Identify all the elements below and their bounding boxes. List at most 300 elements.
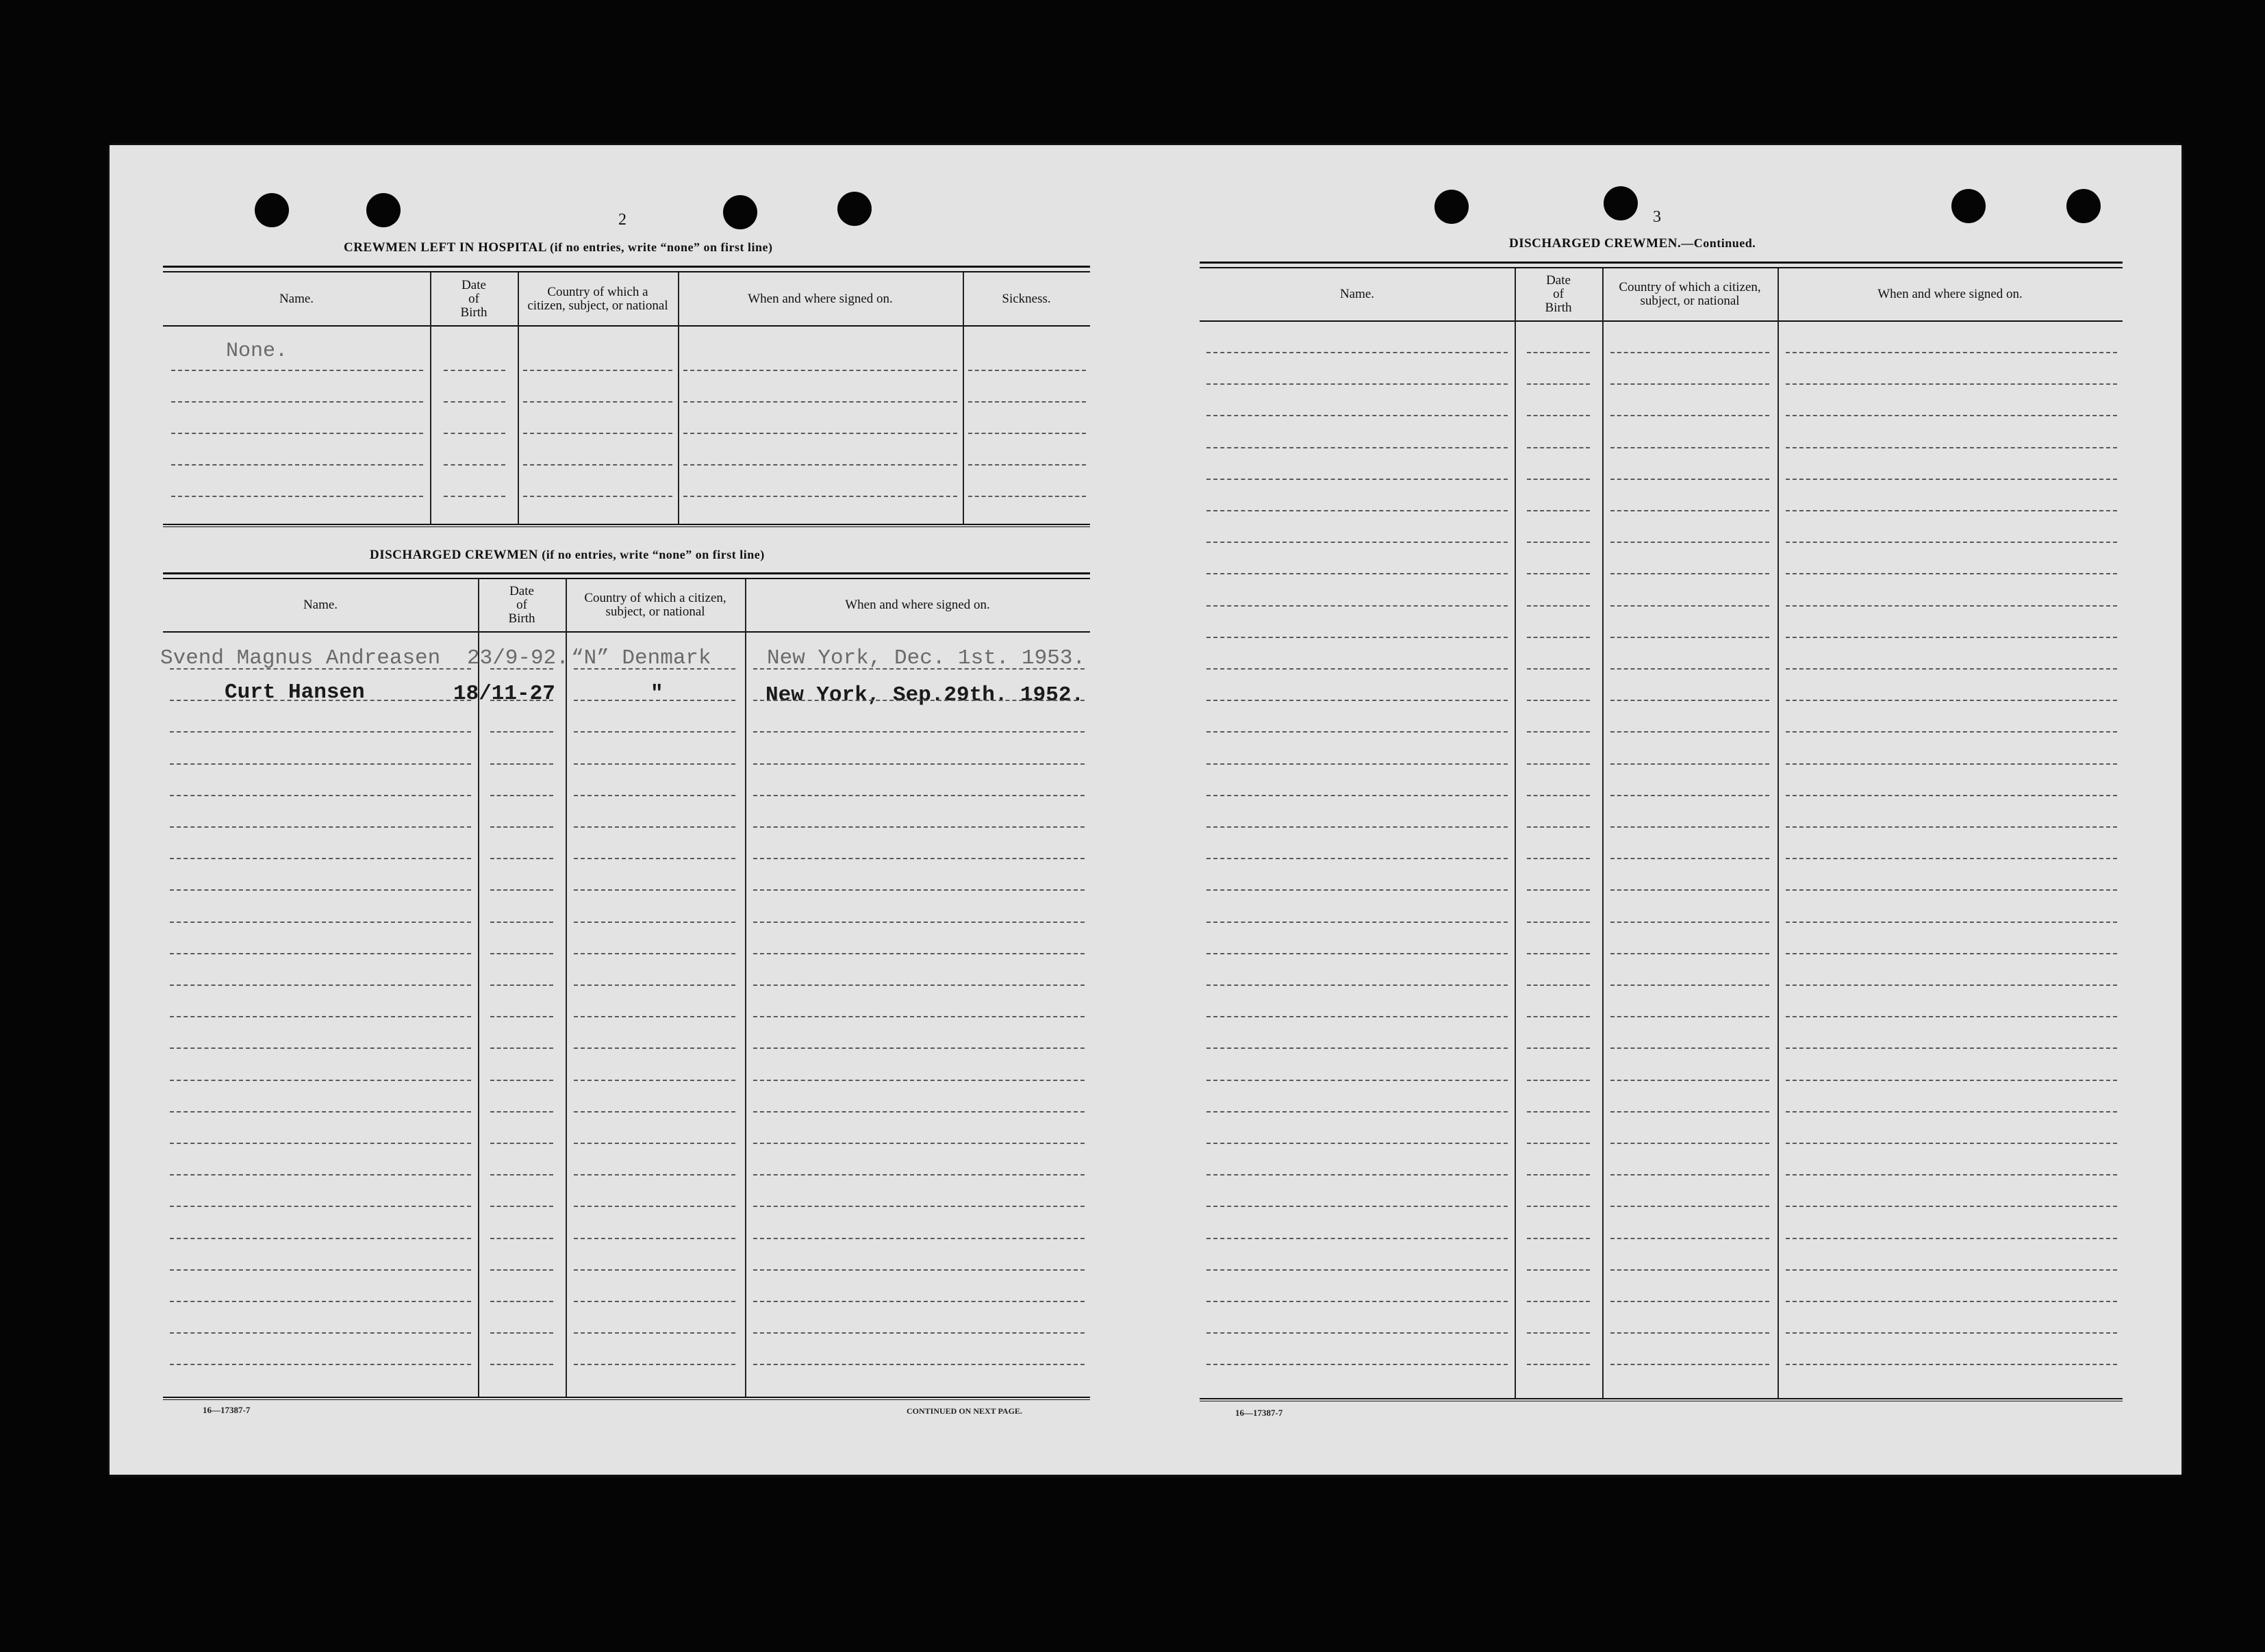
dotted-line — [1786, 731, 2117, 733]
dotted-line — [1206, 1332, 1508, 1334]
dotted-line — [1527, 1238, 1590, 1239]
dotted-line — [753, 826, 1085, 828]
dotted-line — [1610, 1269, 1769, 1271]
dotted-line — [574, 1238, 735, 1239]
hospital-dotted-line — [523, 496, 672, 497]
dotted-line — [1527, 637, 1590, 638]
dotted-line — [1527, 858, 1590, 859]
dotted-line — [1610, 1111, 1769, 1113]
dotted-line — [574, 922, 735, 923]
dotted-line — [574, 1332, 735, 1334]
hospital-dotted-line — [171, 496, 423, 497]
hospital-dotted-line — [968, 370, 1086, 371]
dotted-line — [170, 1301, 471, 1302]
dotted-line — [1206, 1364, 1508, 1365]
dotted-line — [1610, 1332, 1769, 1334]
dotted-line — [753, 889, 1085, 891]
dotted-line — [1786, 795, 2117, 796]
dotted-line — [574, 1143, 735, 1144]
dotted-line — [1786, 700, 2117, 701]
dotted-line — [1786, 415, 2117, 416]
dotted-line — [490, 953, 553, 954]
dotted-line — [574, 826, 735, 828]
dotted-line — [753, 668, 1085, 670]
dotted-line — [1206, 447, 1508, 448]
header-country: Country of which a citizen, subject, or national — [527, 284, 668, 313]
hospital-dotted-line — [171, 401, 423, 403]
dotted-line — [1206, 795, 1508, 796]
table-bottom-rule — [163, 1397, 1090, 1398]
dotted-line — [753, 1364, 1085, 1365]
continued-title-note: —Continued. — [1681, 236, 1756, 250]
dotted-line — [1786, 383, 2117, 385]
dotted-line — [1206, 637, 1508, 638]
dotted-line — [753, 1206, 1085, 1207]
hospital-dotted-line — [171, 433, 423, 434]
hospital-dotted-line — [683, 496, 957, 497]
dotted-line — [1206, 984, 1508, 986]
dotted-line — [574, 700, 735, 701]
hospital-dotted-line — [683, 401, 957, 403]
dotted-line — [753, 1080, 1085, 1081]
dotted-line — [1786, 922, 2117, 923]
header-date-of-birth: Date of Birth — [1545, 273, 1572, 315]
dotted-line — [574, 1206, 735, 1207]
punch-hole — [2066, 189, 2101, 223]
hospital-entry-none: None. — [226, 340, 288, 363]
punch-hole — [1604, 186, 1638, 220]
dotted-line — [1527, 1364, 1590, 1365]
table-bottom-rule — [1200, 1398, 2123, 1399]
header-bottom-rule — [163, 631, 1090, 633]
hospital-dotted-line — [444, 464, 505, 466]
dotted-line — [1527, 352, 1590, 353]
dotted-line — [574, 1047, 735, 1049]
dotted-line — [1206, 383, 1508, 385]
dotted-line — [1527, 1047, 1590, 1049]
dotted-line — [1786, 668, 2117, 670]
dotted-line — [1786, 637, 2117, 638]
dotted-line — [490, 763, 553, 765]
dotted-line — [1206, 731, 1508, 733]
dotted-line — [1786, 984, 2117, 986]
dotted-line — [170, 889, 471, 891]
dotted-line — [490, 1111, 553, 1113]
dotted-line — [1610, 573, 1769, 574]
dotted-line — [753, 953, 1085, 954]
dotted-line — [1527, 510, 1590, 511]
crew-name-cell: Curt Hansen — [225, 681, 365, 704]
dotted-line — [753, 1143, 1085, 1144]
dotted-line — [1786, 1047, 2117, 1049]
dotted-line — [753, 858, 1085, 859]
hospital-dotted-line — [968, 401, 1086, 403]
continued-section-title — [1509, 236, 1756, 251]
dotted-line — [1206, 1238, 1508, 1239]
dotted-line — [1527, 542, 1590, 543]
hospital-dotted-line — [683, 464, 957, 466]
dotted-line — [1610, 1364, 1769, 1365]
dotted-line — [1610, 1047, 1769, 1049]
continued-title-main: DISCHARGED CREWMEN. — [1509, 236, 1682, 251]
hospital-dotted-line — [523, 433, 672, 434]
dotted-line — [1610, 700, 1769, 701]
dotted-line — [1786, 573, 2117, 574]
dotted-line — [1206, 1301, 1508, 1302]
crew-dob-cell: 23/9-92. — [467, 646, 569, 670]
dotted-line — [1786, 1301, 2117, 1302]
punch-hole — [723, 195, 757, 229]
hospital-dotted-line — [444, 401, 505, 403]
dotted-line — [1527, 889, 1590, 891]
dotted-line — [574, 731, 735, 733]
dotted-line — [490, 1301, 553, 1302]
column-divider — [1602, 268, 1604, 1398]
header-name: Name. — [279, 291, 314, 306]
dotted-line — [1786, 858, 2117, 859]
hospital-dotted-line — [968, 433, 1086, 434]
dotted-line — [1206, 415, 1508, 416]
dotted-line — [1206, 1174, 1508, 1176]
hospital-dotted-line — [444, 496, 505, 497]
header-signed-on: When and where signed on. — [1877, 287, 2023, 301]
dotted-line — [170, 984, 471, 986]
dotted-line — [1786, 1269, 2117, 1271]
dotted-line — [574, 1016, 735, 1017]
dotted-line — [1206, 1269, 1508, 1271]
dotted-line — [1610, 826, 1769, 828]
dotted-line — [574, 858, 735, 859]
dotted-line — [1527, 700, 1590, 701]
table-top-rule — [163, 266, 1090, 268]
document-sheet — [110, 145, 2181, 1475]
dotted-line — [1610, 1206, 1769, 1207]
header-bottom-rule — [163, 325, 1090, 327]
dotted-line — [170, 1111, 471, 1113]
dotted-line — [753, 1301, 1085, 1302]
hospital-dotted-line — [523, 401, 672, 403]
hospital-dotted-line — [444, 370, 505, 371]
dotted-line — [1527, 668, 1590, 670]
header-date-of-birth: Date of Birth — [508, 584, 535, 626]
hospital-dotted-line — [683, 370, 957, 371]
dotted-line — [1610, 1143, 1769, 1144]
dotted-line — [170, 1174, 471, 1176]
dotted-line — [1206, 668, 1508, 670]
dotted-line — [1206, 700, 1508, 701]
dotted-line — [1206, 1047, 1508, 1049]
crew-signed-cell: New York, Sep.29th. 1952. — [765, 683, 1085, 707]
dotted-line — [490, 795, 553, 796]
continued-note: CONTINUED ON NEXT PAGE. — [907, 1406, 1022, 1416]
dotted-line — [490, 1332, 553, 1334]
dotted-line — [1786, 542, 2117, 543]
dotted-line — [170, 731, 471, 733]
dotted-line — [574, 1301, 735, 1302]
dotted-line — [1527, 415, 1590, 416]
dotted-line — [1610, 731, 1769, 733]
dotted-line — [753, 1269, 1085, 1271]
dotted-line — [1527, 1080, 1590, 1081]
dotted-line — [1206, 858, 1508, 859]
dotted-line — [490, 1080, 553, 1081]
dotted-line — [1206, 573, 1508, 574]
dotted-line — [753, 1016, 1085, 1017]
dotted-line — [1206, 953, 1508, 954]
dotted-line — [1786, 1174, 2117, 1176]
table-top-rule — [1200, 262, 2123, 264]
form-number-left: 16—17387-7 — [203, 1405, 251, 1415]
hospital-section-title — [344, 240, 773, 255]
dotted-line — [170, 668, 471, 670]
dotted-line — [1610, 922, 1769, 923]
discharged-title-note: (if no entries, write “none” on first line) — [542, 548, 765, 561]
hospital-dotted-line — [171, 370, 423, 371]
dotted-line — [170, 858, 471, 859]
dotted-line — [1610, 795, 1769, 796]
dotted-line — [1527, 1206, 1590, 1207]
hospital-dotted-line — [444, 433, 505, 434]
dotted-line — [490, 1238, 553, 1239]
dotted-line — [490, 1047, 553, 1049]
dotted-line — [1786, 1206, 2117, 1207]
dotted-line — [490, 984, 553, 986]
dotted-line — [1527, 922, 1590, 923]
dotted-line — [1206, 889, 1508, 891]
dotted-line — [170, 1080, 471, 1081]
dotted-line — [1527, 1174, 1590, 1176]
dotted-line — [170, 1269, 471, 1271]
dotted-line — [1610, 447, 1769, 448]
hospital-dotted-line — [523, 464, 672, 466]
dotted-line — [1610, 668, 1769, 670]
page-number-left: 2 — [618, 211, 627, 229]
dotted-line — [753, 1047, 1085, 1049]
dotted-line — [490, 1016, 553, 1017]
dotted-line — [490, 1364, 553, 1365]
dotted-line — [1206, 763, 1508, 765]
dotted-line — [574, 984, 735, 986]
dotted-line — [1527, 1332, 1590, 1334]
dotted-line — [490, 826, 553, 828]
discharged-title-main: DISCHARGED CREWMEN — [370, 548, 538, 562]
dotted-line — [170, 1047, 471, 1049]
dotted-line — [170, 1332, 471, 1334]
header-country: Country of which a citizen, subject, or national — [1619, 280, 1761, 308]
dotted-line — [1206, 479, 1508, 480]
dotted-line — [1527, 984, 1590, 986]
dotted-line — [1527, 731, 1590, 733]
column-divider — [745, 579, 746, 1397]
dotted-line — [574, 795, 735, 796]
dotted-line — [490, 700, 553, 701]
discharged-table — [160, 572, 1090, 1420]
dotted-line — [574, 889, 735, 891]
dotted-line — [753, 1174, 1085, 1176]
dotted-line — [490, 731, 553, 733]
dotted-line — [1610, 542, 1769, 543]
dotted-line — [1527, 1016, 1590, 1017]
dotted-line — [1786, 1238, 2117, 1239]
dotted-line — [490, 1206, 553, 1207]
crew-signed-cell: New York, Dec. 1st. 1953. — [767, 646, 1086, 670]
dotted-line — [170, 953, 471, 954]
dotted-line — [574, 763, 735, 765]
discharged-section-title — [370, 548, 765, 563]
dotted-line — [1786, 1332, 2117, 1334]
dotted-line — [753, 1111, 1085, 1113]
table-bottom-rule — [163, 524, 1090, 525]
header-name: Name. — [1339, 287, 1375, 301]
dotted-line — [1206, 922, 1508, 923]
dotted-line — [1610, 479, 1769, 480]
dotted-line — [170, 763, 471, 765]
dotted-line — [574, 668, 735, 670]
dotted-line — [170, 1238, 471, 1239]
dotted-line — [1206, 1016, 1508, 1017]
dotted-line — [1610, 637, 1769, 638]
page-number-right: 3 — [1653, 208, 1661, 226]
dotted-line — [753, 700, 1085, 701]
dotted-line — [1610, 858, 1769, 859]
dotted-line — [170, 1143, 471, 1144]
dotted-line — [170, 1364, 471, 1365]
dotted-line — [1527, 1143, 1590, 1144]
dotted-line — [1206, 542, 1508, 543]
dotted-line — [1610, 1016, 1769, 1017]
dotted-line — [753, 731, 1085, 733]
table-top-rule — [163, 572, 1090, 574]
dotted-line — [753, 984, 1085, 986]
dotted-line — [1527, 795, 1590, 796]
dotted-line — [753, 795, 1085, 796]
dotted-line — [490, 1269, 553, 1271]
hospital-dotted-line — [968, 496, 1086, 497]
dotted-line — [1610, 889, 1769, 891]
dotted-line — [1527, 1111, 1590, 1113]
dotted-line — [1527, 1301, 1590, 1302]
dotted-line — [574, 953, 735, 954]
dotted-line — [170, 1016, 471, 1017]
crew-name-cell: Svend Magnus Andreasen — [160, 646, 441, 670]
dotted-line — [170, 700, 471, 701]
dotted-line — [1786, 510, 2117, 511]
dotted-line — [1786, 889, 2117, 891]
crew-dob-cell: 18/11-27 — [453, 682, 555, 706]
dotted-line — [1610, 510, 1769, 511]
dotted-line — [574, 1364, 735, 1365]
header-signed-on: When and where signed on. — [845, 598, 990, 612]
header-country: Country of which a citizen, subject, or national — [584, 591, 726, 619]
punch-hole — [255, 193, 289, 227]
dotted-line — [1206, 352, 1508, 353]
dotted-line — [1610, 1080, 1769, 1081]
dotted-line — [490, 889, 553, 891]
dotted-line — [1527, 383, 1590, 385]
dotted-line — [1786, 1143, 2117, 1144]
dotted-line — [1786, 1016, 2117, 1017]
dotted-line — [574, 1111, 735, 1113]
dotted-line — [1527, 605, 1590, 607]
dotted-line — [1786, 1080, 2117, 1081]
dotted-line — [1786, 447, 2117, 448]
dotted-line — [1610, 383, 1769, 385]
dotted-line — [1206, 605, 1508, 607]
dotted-line — [1527, 447, 1590, 448]
dotted-line — [170, 1206, 471, 1207]
dotted-line — [1527, 953, 1590, 954]
column-divider — [566, 579, 567, 1397]
dotted-line — [1206, 826, 1508, 828]
crew-country-cell: " — [650, 682, 663, 706]
header-sickness: Sickness. — [1002, 291, 1051, 306]
dotted-line — [170, 795, 471, 796]
punch-hole — [837, 192, 872, 226]
column-divider — [1777, 268, 1779, 1398]
dotted-line — [1610, 605, 1769, 607]
dotted-line — [1206, 1143, 1508, 1144]
header-name: Name. — [303, 598, 338, 612]
dotted-line — [170, 922, 471, 923]
hospital-dotted-line — [523, 370, 672, 371]
dotted-line — [753, 1332, 1085, 1334]
dotted-line — [1527, 826, 1590, 828]
punch-hole — [366, 193, 401, 227]
hospital-dotted-line — [968, 464, 1086, 466]
dotted-line — [1786, 605, 2117, 607]
header-bottom-rule — [1200, 320, 2123, 322]
dotted-line — [1206, 1111, 1508, 1113]
dotted-line — [490, 858, 553, 859]
dotted-line — [1527, 763, 1590, 765]
dotted-line — [490, 1143, 553, 1144]
dotted-line — [1206, 1080, 1508, 1081]
dotted-line — [1610, 1301, 1769, 1302]
dotted-line — [1786, 1364, 2117, 1365]
dotted-line — [1610, 415, 1769, 416]
dotted-line — [1527, 479, 1590, 480]
crew-country-cell: “N” Denmark — [571, 646, 711, 670]
dotted-line — [1610, 352, 1769, 353]
dotted-line — [574, 1080, 735, 1081]
dotted-line — [490, 668, 553, 670]
dotted-line — [490, 922, 553, 923]
header-signed-on: When and where signed on. — [748, 291, 893, 306]
hospital-dotted-line — [171, 464, 423, 466]
dotted-line — [574, 1269, 735, 1271]
dotted-line — [490, 1174, 553, 1176]
column-divider — [1515, 268, 1516, 1398]
header-date-of-birth: Date of Birth — [460, 277, 488, 320]
form-number-right: 16—17387-7 — [1235, 1408, 1283, 1418]
dotted-line — [1206, 1206, 1508, 1207]
dotted-line — [1610, 763, 1769, 765]
dotted-line — [753, 1238, 1085, 1239]
dotted-line — [1786, 826, 2117, 828]
dotted-line — [574, 1174, 735, 1176]
hospital-dotted-line — [683, 433, 957, 434]
dotted-line — [1610, 984, 1769, 986]
punch-hole — [1434, 190, 1469, 224]
dotted-line — [1610, 1238, 1769, 1239]
dotted-line — [1206, 510, 1508, 511]
discharged-continued-table — [1200, 262, 2123, 1425]
table-bottom-rule — [163, 526, 1090, 527]
dotted-line — [1527, 573, 1590, 574]
dotted-line — [1786, 479, 2117, 480]
dotted-line — [1610, 1174, 1769, 1176]
hospital-title-main: CREWMEN LEFT IN HOSPITAL — [344, 240, 546, 255]
